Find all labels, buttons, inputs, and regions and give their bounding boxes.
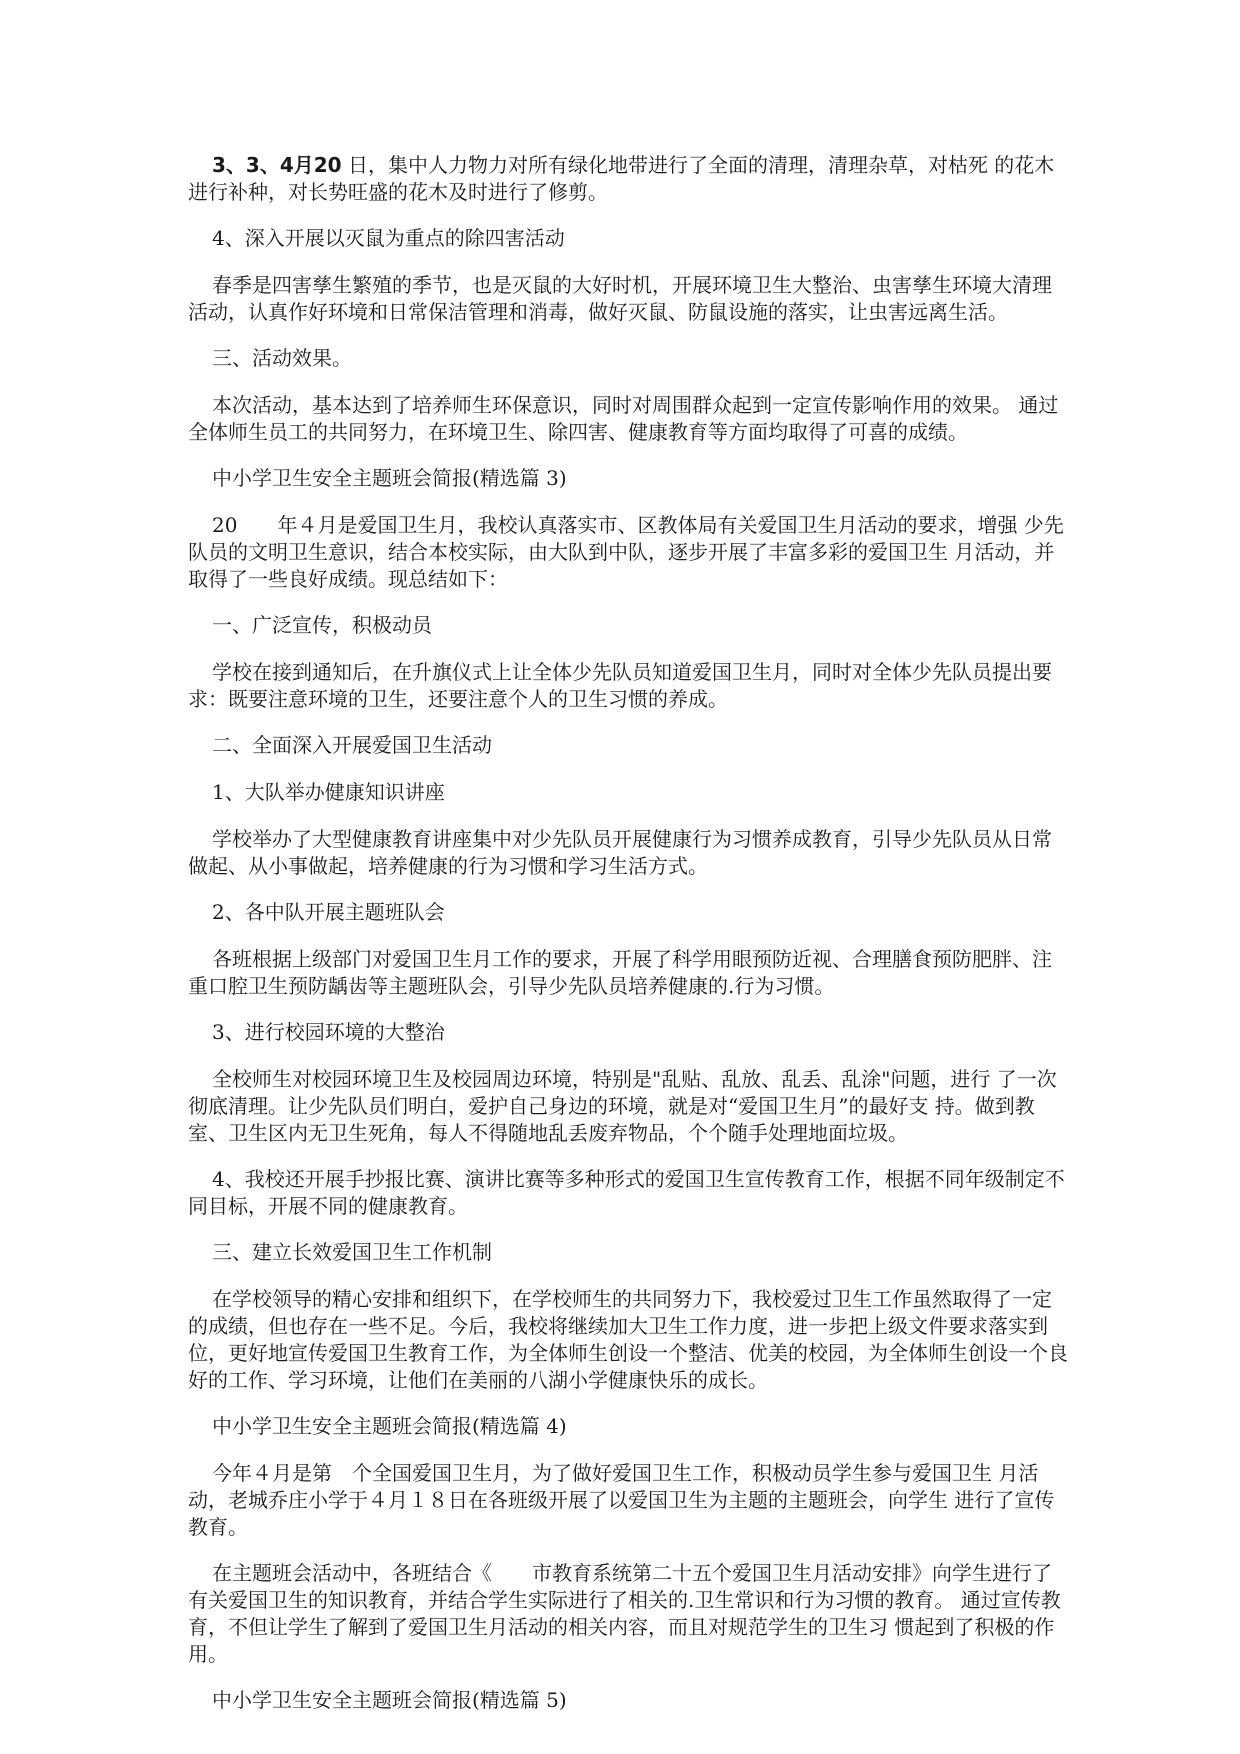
paragraph: 学校在接到通知后，在升旗仪式上让全体少先队员知道爱国卫生月，同时对全体少先队员提出要求：既要注意环境的卫生，还要注意个人的卫生习惯的养成。 xyxy=(188,660,1052,711)
paragraph-lead: 3、3、4月20 xyxy=(212,153,342,177)
paragraph xyxy=(188,152,1068,206)
section-heading: 三、建立长效爱国卫生工作机制 xyxy=(212,1240,492,1264)
section-heading: 一、广泛宣传，积极动员 xyxy=(212,613,432,637)
section-heading: 二、全面深入开展爱国卫生活动 xyxy=(212,733,492,757)
section-heading: 4、深入开展以灭鼠为重点的除四害活动 xyxy=(212,226,565,250)
paragraph: 20 年４月是爱国卫生月，我校认真落实市、区教体局有关爱国卫生月活动的要求，增强 少先队员的文明卫生意识，结合本校实际，由大队到中队，逐步开展了丰富多彩的爱国卫生 月活动，并取得了一些良好成绩。现总结如下： xyxy=(188,513,1064,591)
subsection-heading: 1、大队举办健康知识讲座 xyxy=(212,780,445,804)
paragraph: 各班根据上级部门对爱国卫生月工作的要求，开展了科学用眼预防近视、合理膳食预防肥胖、注重口腔卫生预防龋齿等主题班队会，引导少先队员培养健康的.行为习惯。 xyxy=(188,947,1052,998)
paragraph-text: 日，集中人力物力对所有绿化地带进行了全面的清理，清理杂草，对枯死 的花木进行补种，对长势旺盛的花木及时进行了修剪。 xyxy=(188,153,1055,204)
paragraph: 本次活动，基本达到了培养师生环保意识，同时对周围群众起到一定宣传影响作用的效果。 通过全体师生员工的共同努力，在环境卫生、除四害、健康教育等方面均取得了可喜的成绩。 xyxy=(188,393,1059,444)
subsection-heading: 3、进行校园环境的大整治 xyxy=(212,1020,445,1044)
paragraph: 春季是四害孳生繁殖的季节，也是灭鼠的大好时机，开展环境卫生大整治、虫害孳生环境大清理活动，认真作好环境和日常保洁管理和消毒，做好灭鼠、防鼠设施的落实，让虫害远离生活。 xyxy=(188,273,1052,324)
paragraph: 学校举办了大型健康教育讲座集中对少先队员开展健康行为习惯养成教育，引导少先队员从日常做起、从小事做起，培养健康的行为习惯和学习生活方式。 xyxy=(188,827,1052,878)
paragraph: 在主题班会活动中，各班结合《 市教育系统第二十五个爱国卫生月活动安排》向学生进行了有关爱国卫生的知识教育，并结合学生实际进行了相关的.卫生常识和行为习惯的教育。 通过宣传教育，不但让学生了解到了爱国卫生月活动的相关内容，而且对规范学生的卫生习 惯起到了积极的作用。 xyxy=(188,1561,1061,1666)
document-body xyxy=(188,152,1068,1734)
article-title: 中小学卫生安全主题班会简报(精选篇 5) xyxy=(212,1688,567,1712)
paragraph: 今年４月是第 个全国爱国卫生月，为了做好爱国卫生工作，积极动员学生参与爱国卫生 月活动，老城乔庄小学于４月１８日在各班级开展了以爱国卫生为主题的主题班会，向学生 进行了宣传教育。 xyxy=(188,1461,1055,1539)
paragraph: 全校师生对校园环境卫生及校园周边环境，特别是"乱贴、乱放、乱丢、乱涂"问题，进行 了一次彻底清理。让少先队员们明白，爱护自己身边的环境，就是对“爱国卫生月”的最好支 持。做到教室、卫生区内无卫生死角，每人不得随地乱丢废弃物品，个个随手处理地面垃圾。 xyxy=(188,1067,1057,1145)
article-title: 中小学卫生安全主题班会简报(精选篇 4) xyxy=(212,1414,567,1438)
paragraph: 4、我校还开展手抄报比赛、演讲比赛等多种形式的爱国卫生宣传教育工作，根据不同年级制定不同目标，开展不同的健康教育。 xyxy=(188,1167,1065,1218)
paragraph: 在学校领导的精心安排和组织下，在学校师生的共同努力下，我校爱过卫生工作虽然取得了一定的成绩，但也存在一些不足。今后，我校将继续加大卫生工作力度，进一步把上级文件要求落实到位，更好地宣传爱国卫生教育工作，为全体师生创设一个整洁、优美的校园，为全体师生创设一个良好的工作、学习环境，让他们在美丽的八湖小学健康快乐的成长。 xyxy=(188,1287,1068,1392)
article-title: 中小学卫生安全主题班会简报(精选篇 3) xyxy=(212,466,567,490)
section-heading: 三、活动效果。 xyxy=(212,346,352,370)
subsection-heading: 2、各中队开展主题班队会 xyxy=(212,900,445,924)
